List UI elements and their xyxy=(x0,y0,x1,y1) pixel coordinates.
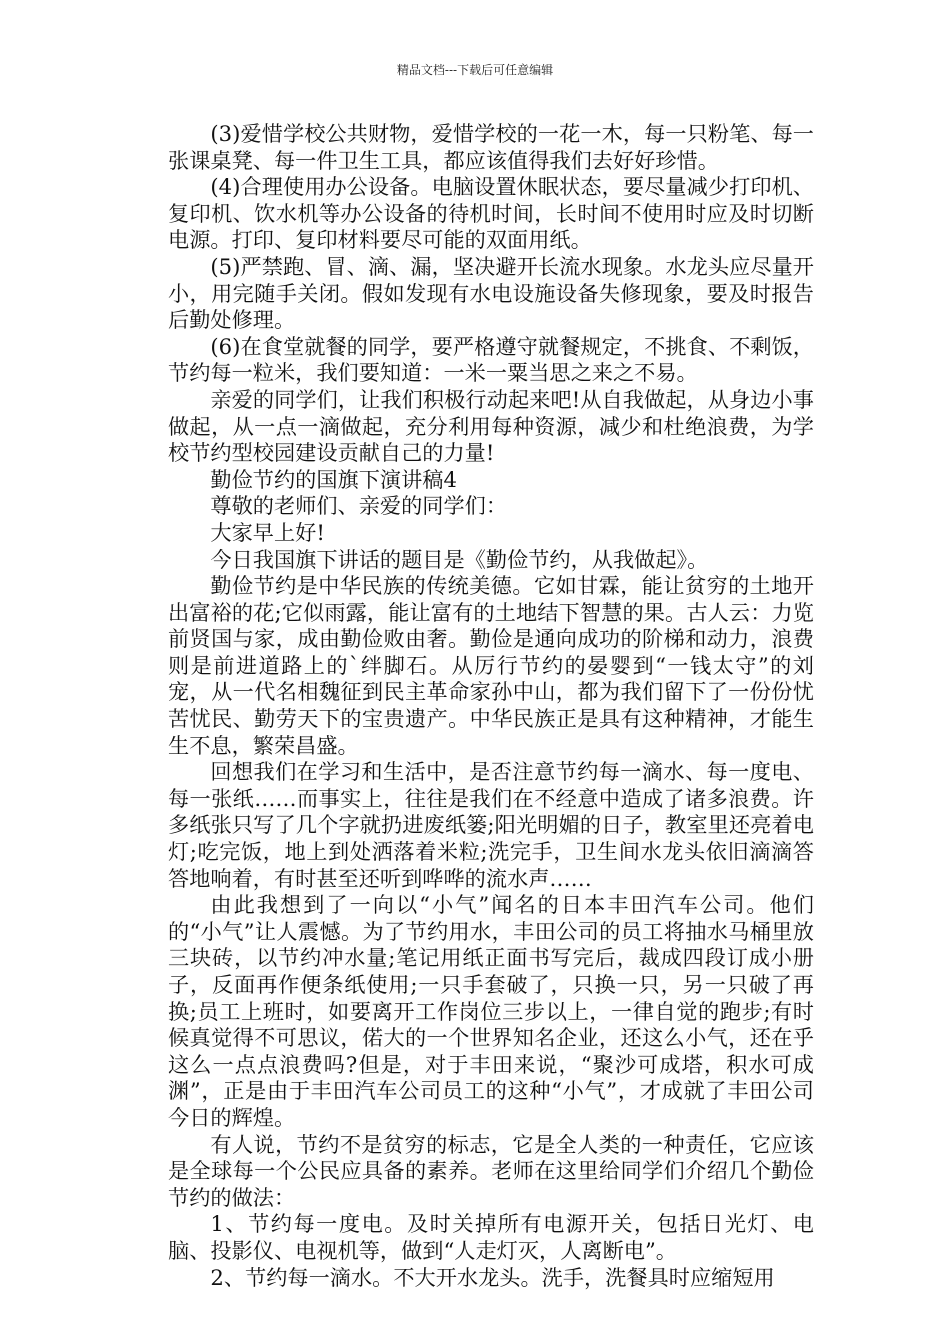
paragraph: 亲爱的同学们，让我们积极行动起来吧!从自我做起，从身边小事做起，从一点一滴做起，充分利用每种资源，减少和杜绝浪费，为学校节约型校园建设贡献自己的力量! xyxy=(168,386,814,466)
paragraph: 今日我国旗下讲话的题目是《勤俭节约，从我做起》。 xyxy=(210,546,709,572)
paragraph: (4)合理使用办公设备。电脑设置休眠状态，要尽量减少打印机、复印机、饮水机等办公设备的待机时间，长时间不使用时应及时切断电源。打印、复印材料要尽可能的双面用纸。 xyxy=(168,174,814,253)
page-header: 精品文档---下载后可任意编辑 xyxy=(396,63,554,77)
document-body xyxy=(168,121,814,1291)
paragraph: (5)严禁跑、冒、滴、漏，坚决避开长流水现象。水龙头应尽量开小，用完随手关闭。假如发现有水电设施设备失修现象，要及时报告后勤处修理。 xyxy=(168,253,814,333)
list-item: 2、节约每一滴水。不大开水龙头。洗手，洗餐具时应缩短用 xyxy=(210,1264,775,1290)
paragraph: 回想我们在学习和生活中，是否注意节约每一滴水、每一度电、每一张纸……而事实上，往往是我们在不经意中造成了诸多浪费。许多纸张只写了几个字就扔进废纸篓;阳光明媚的日子，教室里还亮着电灯;吃完饭，地上到处洒落着米粒;洗完手，卫生间水龙头依旧滴滴答答地响着，有时甚至还听到哗哗的流水声…… xyxy=(168,759,814,891)
paragraph: 由此我想到了一向以“小气”闻名的日本丰田汽车公司。他们的“小气”让人震憾。为了节约用水，丰田公司的员工将抽水马桶里放三块砖，以节约冲水量;笔记用纸正面书写完后，裁成四段订成小册子，反面再作便条纸使用;一只手套破了，只换一只，另一只破了再换;员工上班时，如要离开工作岗位三步以上，一律自觉的跑步;有时候真觉得不可思议，偌大的一个世界知名企业，还这么小气，还在乎这么一点点浪费吗?但是，对于丰田来说，“聚沙可成塔，积水可成渊”，正是由于丰田汽车公司员工的这种“小气”，才成就了丰田公司今日的辉煌。 xyxy=(168,892,814,1130)
salutation: 尊敬的老师们、亲爱的同学们： xyxy=(210,493,508,519)
paragraph: 勤俭节约是中华民族的传统美德。它如甘霖，能让贫穷的土地开出富裕的花;它似雨露，能让富有的土地结下智慧的果。古人云：力览前贤国与家，成由勤俭败由奢。勤俭是通向成功的阶梯和动力，浪费则是前进道路上的`绊脚石。从厉行节约的晏婴到“一钱太守”的刘宠，从一代名相魏征到民主革命家孙中山，都为我们留下了一份份忧苦忧民、勤劳天下的宝贵遗产。中华民族正是具有这种精神，才能生生不息，繁荣昌盛。 xyxy=(168,573,814,758)
paragraph: 有人说，节约不是贫穷的标志，它是全人类的一种责任，它应该是全球每一个公民应具备的素养。老师在这里给同学们介绍几个勤俭节约的做法： xyxy=(168,1131,814,1210)
paragraph: (6)在食堂就餐的同学，要严格遵守就餐规定，不挑食、不剩饭，节约每一粒米，我们要知道：一米一粟当思之来之不易。 xyxy=(168,333,814,386)
paragraph: (3)爱惜学校公共财物，爱惜学校的一花一木，每一只粉笔、每一张课桌凳、每一件卫生工具，都应该值得我们去好好珍惜。 xyxy=(168,121,814,173)
section-title: 勤俭节约的国旗下演讲稿4 xyxy=(210,466,457,492)
list-item: 1、节约每一度电。及时关掉所有电源开关，包括日光灯、电脑、投影仪、电视机等，做到“人走灯灭，人离断电”。 xyxy=(168,1211,814,1263)
greeting: 大家早上好! xyxy=(210,519,325,545)
